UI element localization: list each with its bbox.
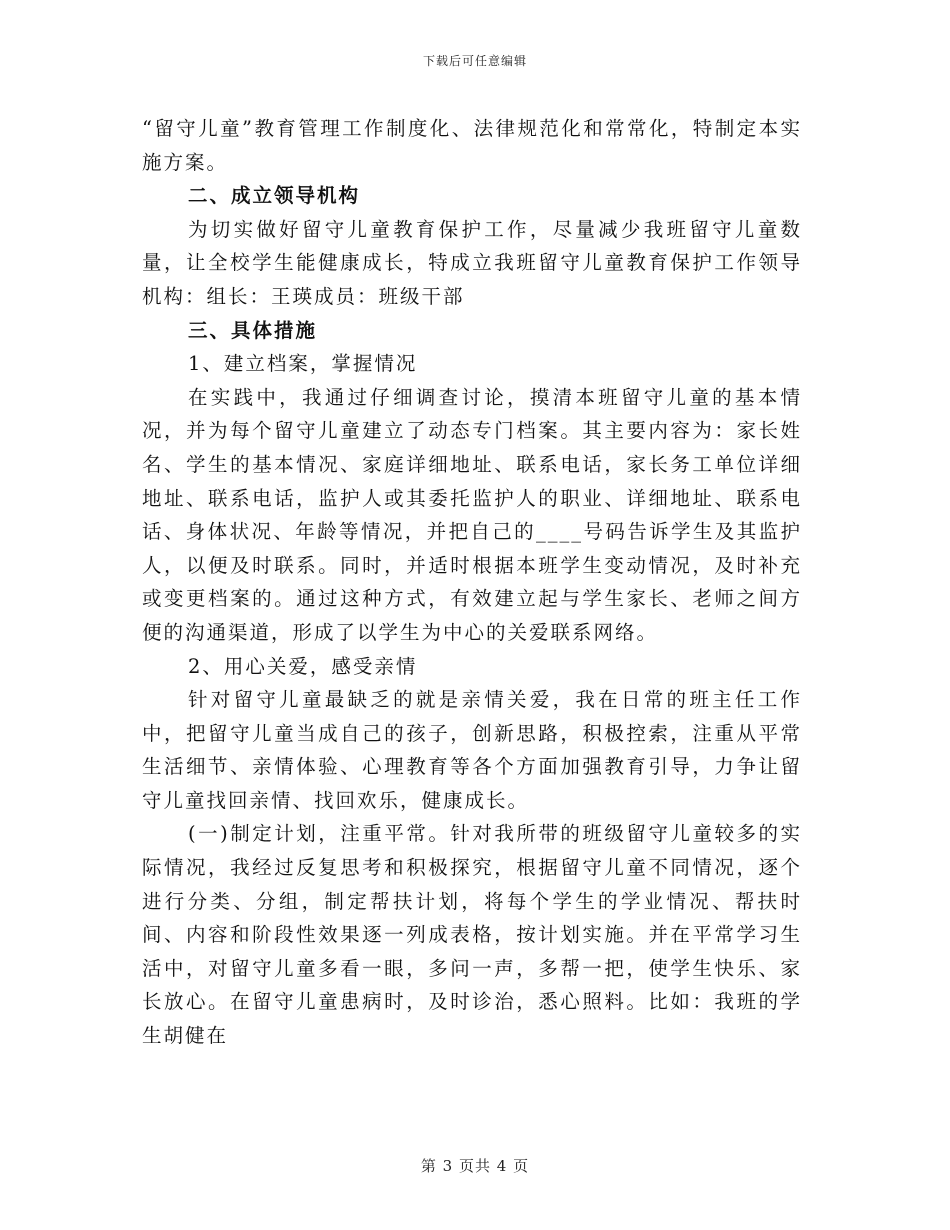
- section-heading-measures: 三、具体措施: [188, 318, 318, 342]
- paragraph-intro: “留守儿童”教育管理工作制度化、法律规范化和常常化，特制定本实施方案。: [142, 117, 802, 174]
- paragraph-archives: 在实践中，我通过仔细调查讨论，摸清本班留守儿童的基本情况，并为每个留守儿童建立了动态专门档案。其主要内容为：家长姓名、学生的基本情况、家庭详细地址、联系电话，家长务工单位详细地址、联系电话，监护人或其委托监护人的职业、详细地址、联系电话、身体状况、年龄等情况，并把自己的____号码告诉学生及其监护人，以便及时联系。同时，并适时根据本班学生变动情况，及时补充或变更档案的。通过这种方式，有效建立起与学生家长、老师之间方便的沟通渠道，形成了以学生为中心的关爱联系网络。: [142, 385, 802, 644]
- paragraph-plan: (一)制定计划，注重平常。针对我所带的班级留守儿童较多的实际情况，我经过反复思考和积极探究，根据留守儿童不同情况，逐个进行分类、分组，制定帮扶计划，将每个学生的学业情况、帮扶时间、内容和阶段性效果逐一列成表格，按计划实施。并在平常学习生活中，对留守儿童多看一眼，多问一声，多帮一把，使学生快乐、家长放心。在留守儿童患病时，及时诊治，悉心照料。比如：我班的学生胡健在: [142, 822, 802, 1048]
- paragraph-leadership: 为切实做好留守儿童教育保护工作，尽量减少我班留守儿童数量，让全校学生能健康成长，特成立我班留守儿童教育保护工作领导机构：组长：王瑛成员：班级干部: [142, 217, 802, 308]
- section-heading-leadership: 二、成立领导机构: [188, 184, 361, 208]
- subheading-care: 2、用心关爱，感受亲情: [188, 654, 418, 678]
- document-body: [142, 112, 802, 1053]
- page-header: 下载后可任意编辑: [422, 54, 527, 68]
- subheading-archives: 1、建立档案，掌握情况: [188, 352, 418, 376]
- paragraph-care: 针对留守儿童最缺乏的就是亲情关爱，我在日常的班主任工作中，把留守儿童当成自己的孩子，创新思路，积极控索，注重从平常生活细节、亲情体验、心理教育等各个方面加强教育引导，力争让留守儿童找回亲情、找回欢乐，健康成长。: [142, 688, 802, 812]
- page-footer: 第 3 页共 4 页: [420, 1157, 530, 1175]
